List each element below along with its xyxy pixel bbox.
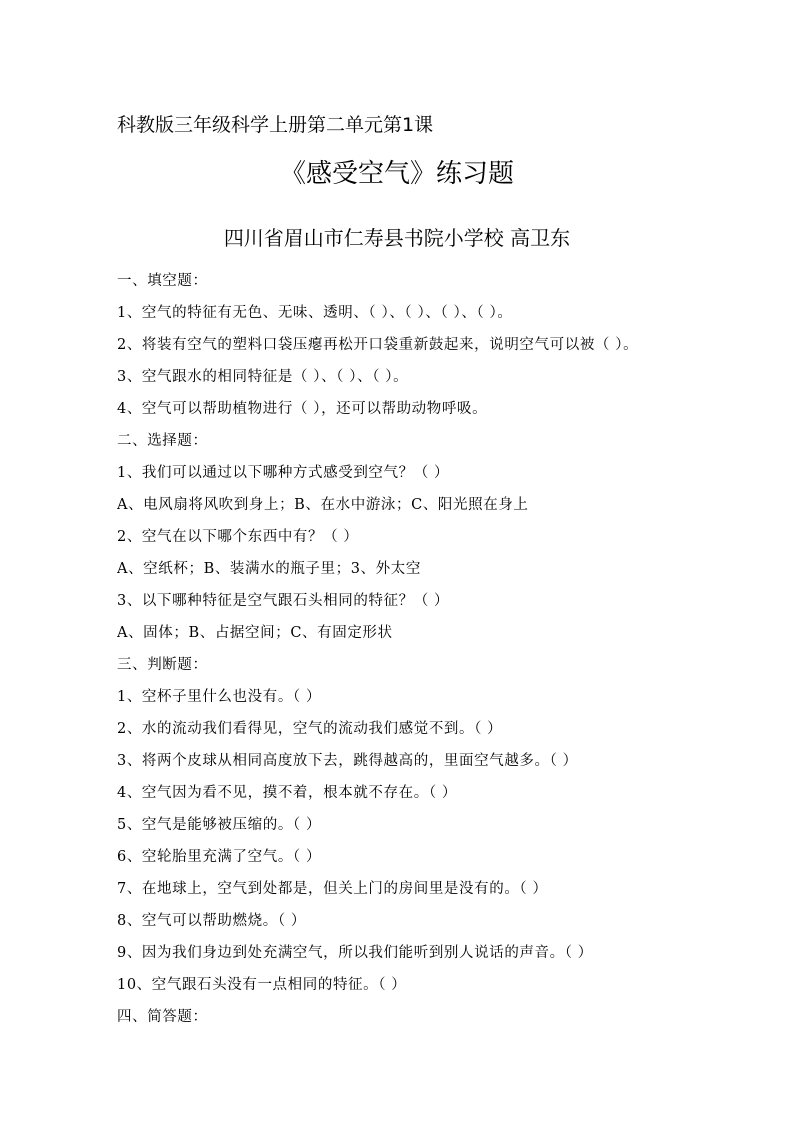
true-false-question-5: 5、空气是能够被压缩的。（ ） <box>117 817 322 833</box>
section-heading-choice: 二、选择题： <box>117 433 208 449</box>
course-line: 科教版三年级科学上册第二单元第1课 <box>117 114 434 136</box>
exercise-body <box>117 265 757 1033</box>
choice-question-2: 2、空气在以下哪个东西中有？（ ） <box>117 529 359 545</box>
author-line: 四川省眉山市仁寿县书院小学校 高卫东 <box>223 226 571 250</box>
true-false-question-4: 4、空气因为看不见，摸不着，根本就不存在。（ ） <box>117 785 457 801</box>
true-false-question-1: 1、空杯子里什么也没有。（ ） <box>117 689 322 705</box>
true-false-question-7: 7、在地球上，空气到处都是，但关上门的房间里是没有的。（ ） <box>117 881 548 897</box>
choice-question-3: 3、以下哪种特征是空气跟石头相同的特征？（ ） <box>117 593 450 609</box>
true-false-question-6: 6、空轮胎里充满了空气。（ ） <box>117 849 322 865</box>
fill-in-question-1: 1、空气的特征有无色、无味、透明、（ ）、（ ）、（ ）、（ ）。 <box>117 305 513 321</box>
true-false-question-2: 2、水的流动我们看得见，空气的流动我们感觉不到。（ ） <box>117 721 503 737</box>
page-title: 《感受空气》练习题 <box>279 159 514 189</box>
section-heading-fill-in: 一、填空题： <box>117 273 208 289</box>
true-false-question-3: 3、将两个皮球从相同高度放下去，跳得越高的，里面空气越多。（ ） <box>117 753 578 769</box>
choice-question-1: 1、我们可以通过以下哪种方式感受到空气？（ ） <box>117 465 450 481</box>
true-false-question-8: 8、空气可以帮助燃烧。（ ） <box>117 913 306 929</box>
section-heading-true-false: 三、判断题： <box>117 657 208 673</box>
choice-options-1: A、电风扇将风吹到身上；B、在水中游泳；C、阳光照在身上 <box>117 497 529 513</box>
fill-in-question-4: 4、空气可以帮助植物进行（ ），还可以帮助动物呼吸。 <box>117 401 488 417</box>
section-heading-short-answer: 四、简答题： <box>117 1009 208 1025</box>
fill-in-question-2: 2、将装有空气的塑料口袋压瘪再松开口袋重新鼓起来，说明空气可以被（ ）。 <box>117 337 639 353</box>
choice-options-2: A、空纸杯；B、装满水的瓶子里；3、外太空 <box>117 561 421 577</box>
true-false-question-9: 9、因为我们身边到处充满空气，所以我们能听到别人说话的声音。（ ） <box>117 945 593 961</box>
choice-options-3: A、固体；B、占据空间；C、有固定形状 <box>117 625 393 641</box>
true-false-question-10: 10、空气跟石头没有一点相同的特征。（ ） <box>117 977 407 993</box>
fill-in-question-3: 3、空气跟水的相同特征是（ ）、（ ）、（ ）。 <box>117 369 409 385</box>
